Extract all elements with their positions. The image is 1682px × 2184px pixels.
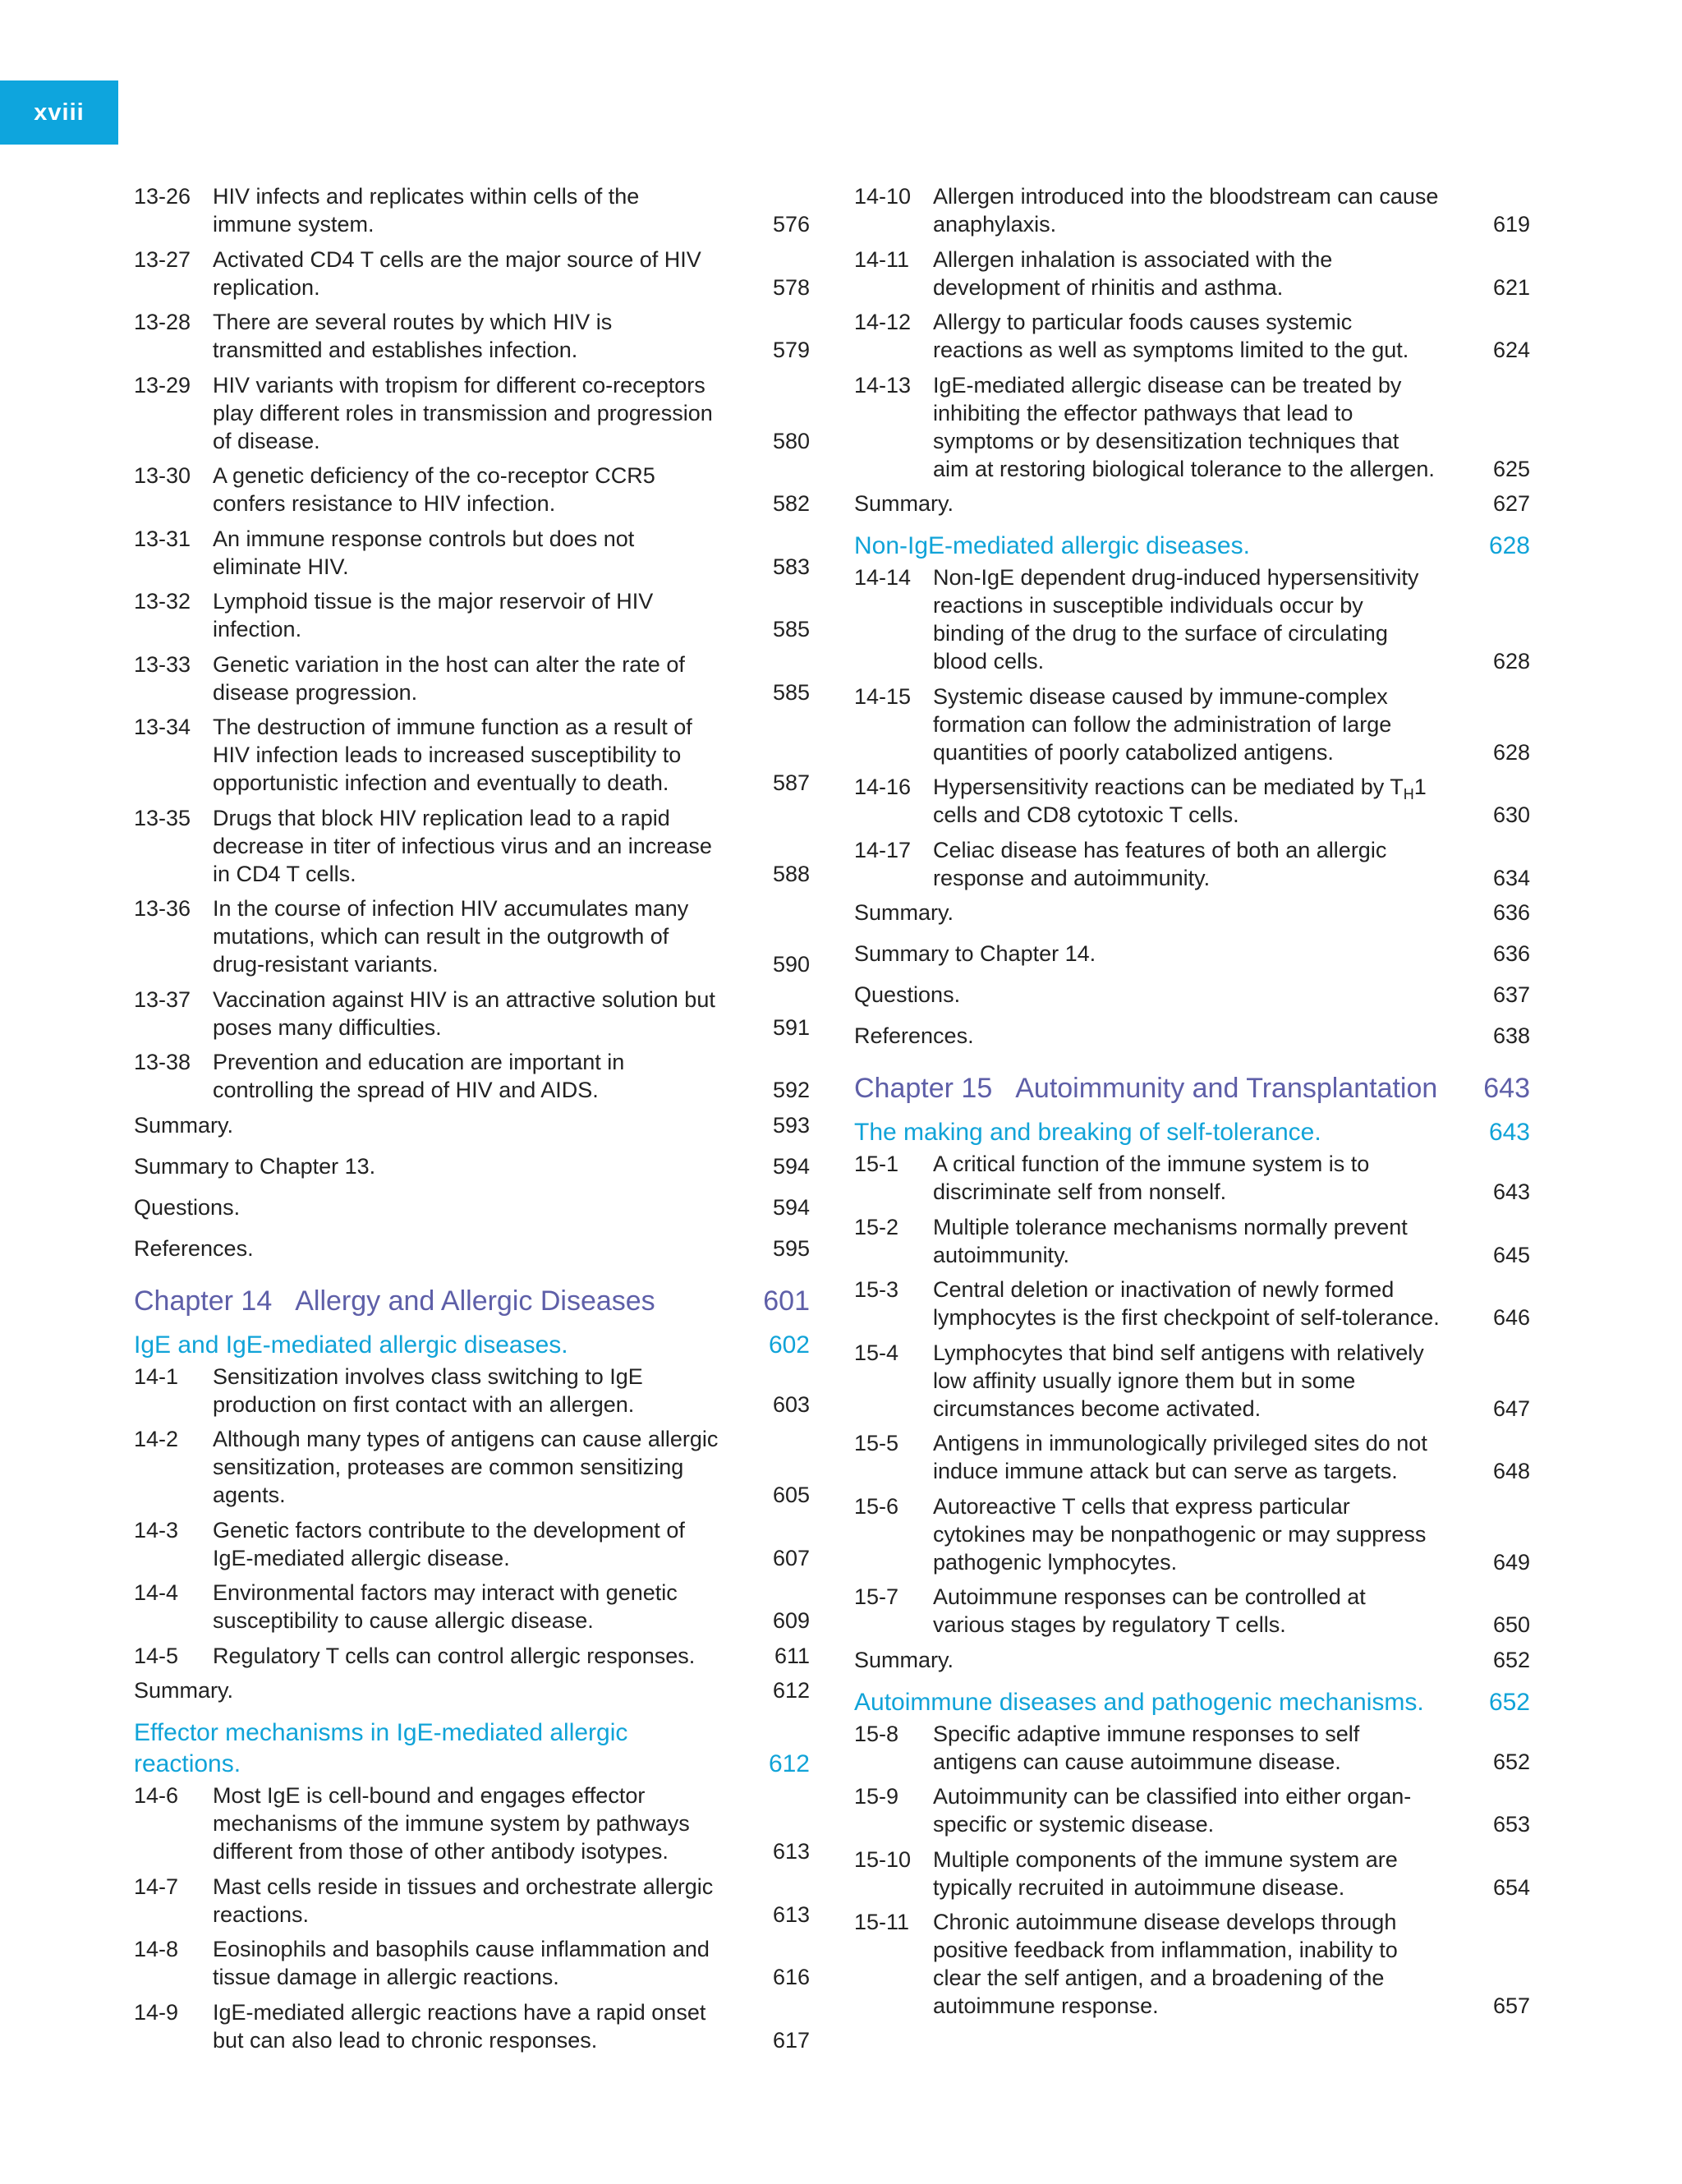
entry-number: 13-27 [134,246,191,272]
toc-entry [134,587,810,643]
entry-number: 13-28 [134,310,191,334]
entry-number: 14-4 [134,1580,179,1605]
toc-entry [134,1998,810,2054]
toc-entry [854,308,1530,364]
entry-number: 15-6 [854,1493,899,1519]
entry-title: The destruction of immune function as a result of HIV infection leads to increased susceptibility to opportunistic infection and eventually to death. [213,715,692,795]
page-ref: 637 [1492,982,1530,1007]
toc-entry [854,1908,1530,2020]
toc-entry [854,1429,1530,1485]
toc-entry [134,246,810,301]
toc-entry [134,651,810,706]
entry-number: 15-10 [854,1846,912,1872]
page-ref: 602 [768,1331,810,1359]
misc-title: Summary. [134,1112,234,1138]
section-title: Effector mechanisms in IgE-mediated allergic reactions. [134,1719,628,1777]
entry-title: Autoreactive T cells that express particular cytokines may be nonpathogenic or may suppress pathogenic lymphocytes. [933,1493,1427,1575]
page-ref: 603 [772,1391,810,1417]
toc-misc-item [134,1235,810,1262]
misc-title: Summary. [854,900,954,925]
entry-title: IgE-mediated allergic reactions have a rapid onset but can also lead to chronic responses. [213,1999,706,2053]
page-ref: 636 [1492,941,1530,966]
misc-title: Summary. [854,1647,954,1672]
toc-entry [854,246,1530,301]
entry-number: 15-9 [854,1784,899,1809]
toc-entry [134,462,810,517]
toc-misc-item [854,1646,1530,1674]
page-ref: 627 [1492,491,1530,516]
entry-title: Chronic autoimmune disease develops through positive feedback from inflammation, inability to clear the self antigen, and a broadening of the autoimmune response. [933,1910,1398,2018]
page-ref: 613 [772,1839,810,1864]
page-number-tab [0,80,118,145]
page-ref: 652 [1492,1647,1530,1672]
page-ref: 648 [1492,1459,1530,1483]
entry-number: 14-9 [134,1999,179,2025]
entry-number: 13-34 [134,715,191,739]
page-ref: 619 [1492,212,1530,237]
chapter-title: Autoimmunity and Transplantation [1015,1073,1438,1104]
page-ref: 590 [772,952,810,977]
section-title: The making and breaking of self-tolerance. [854,1119,1321,1146]
toc-entry [134,1642,810,1670]
page-ref: 657 [1492,1993,1530,2018]
misc-title: Questions. [854,982,961,1007]
entry-title: Non-IgE dependent drug-induced hypersensitivity reactions in susceptible individuals occur by binding of the drug to the surface of circulating blood cells. [933,565,1419,674]
toc-entry [134,1782,810,1865]
section-heading [134,1717,810,1780]
page-ref: 576 [772,212,810,237]
entry-number: 13-38 [134,1050,191,1074]
entry-number: 13-31 [134,526,191,551]
section-heading [854,531,1530,562]
page-ref: 585 [772,617,810,641]
entry-title: Celiac disease has features of both an allergic response and autoimmunity. [933,837,1387,890]
entry-number: 13-29 [134,372,191,398]
page-ref: 607 [772,1545,810,1570]
page-ref: 601 [763,1285,810,1317]
toc-entry [134,804,810,888]
entry-title: Autoimmunity can be classified into either organ-specific or systemic disease. [933,1784,1412,1837]
entry-title: Central deletion or inactivation of newly formed lymphocytes is the first checkpoint of self-tolerance. [933,1277,1440,1330]
entry-number: 14-3 [134,1517,179,1543]
entry-title: Allergy to particular foods causes systemic reactions as well as symptoms limited to the gut. [933,310,1409,362]
toc-entry [134,371,810,455]
page-ref: 612 [772,1678,810,1703]
toc-misc-item [854,1022,1530,1050]
toc-entry [854,1720,1530,1776]
entry-number: 14-1 [134,1363,179,1389]
page-ref: 643 [1488,1119,1530,1146]
misc-title: References. [854,1023,974,1048]
toc-entry [134,1363,810,1418]
entry-title: Genetic factors contribute to the development of IgE-mediated allergic disease. [213,1517,685,1570]
section-heading [134,1330,810,1361]
page-ref: 585 [772,679,810,705]
toc-entry [134,1579,810,1635]
toc-misc-item [854,899,1530,926]
page-ref: 617 [772,2027,810,2053]
page-number: xviii [34,99,85,126]
page-ref: 579 [772,338,810,362]
entry-title-part: Hypersensitivity reactions can be mediated by T [933,775,1404,799]
chapter-label: Chapter 14 [134,1285,273,1317]
entry-title: A genetic deficiency of the co-receptor CCR5 confers resistance to HIV infection. [213,463,655,516]
entry-number: 14-7 [134,1874,179,1899]
entry-number: 13-33 [134,651,191,677]
misc-title: Summary to Chapter 13. [134,1153,376,1179]
page-ref: 624 [1492,338,1530,362]
page-ref: 630 [1492,802,1530,827]
entry-number: 14-12 [854,310,912,334]
page-ref: 592 [772,1078,810,1102]
chapter-heading [134,1284,810,1318]
toc-entry [854,1150,1530,1206]
page-ref: 628 [1492,649,1530,674]
entry-title-subscript: H [1403,786,1414,802]
page-ref: 588 [772,861,810,886]
toc-entry [134,986,810,1041]
entry-title: Specific adaptive immune responses to self antigens can cause autoimmune disease. [933,1721,1360,1774]
chapter-title: Allergy and Allergic Diseases [295,1285,655,1317]
entry-number: 14-10 [854,184,912,209]
toc-entry [854,182,1530,238]
section-title: IgE and IgE-mediated allergic diseases. [134,1331,568,1359]
misc-title: Summary to Chapter 14. [854,941,1096,966]
toc-entry [134,1516,810,1572]
toc-entry [854,836,1530,892]
toc-entry [854,1846,1530,1901]
entry-title: Sensitization involves class switching to IgE production on first contact with an allergen. [213,1363,643,1417]
toc-entry [134,713,810,797]
entry-title: Activated CD4 T cells are the major source of HIV replication. [213,246,701,300]
page-ref: 650 [1492,1612,1530,1637]
misc-title: Summary. [134,1678,234,1703]
page-ref: 628 [1492,739,1530,765]
entry-title: Lymphocytes that bind self antigens with relatively low affinity usually ignore them but in some circumstances become activated. [933,1340,1424,1421]
page-ref: 613 [772,1901,810,1927]
page-ref: 578 [772,274,810,300]
toc-right-column [854,182,1530,2027]
toc-misc-item [134,1111,810,1139]
entry-title: Lymphoid tissue is the major reservoir of HIV infection. [213,589,654,641]
page-ref: 594 [772,1194,810,1220]
entry-number: 14-11 [854,246,910,272]
entry-title: Although many types of antigens can cause allergic sensitization, proteases are common sensitizing agents. [213,1427,719,1507]
page-ref: 647 [1492,1395,1530,1421]
misc-title: References. [134,1235,254,1261]
toc-entry [854,683,1530,766]
page-ref: 646 [1492,1305,1530,1330]
toc-misc-item [134,1152,810,1180]
page-ref: 605 [772,1483,810,1507]
page-ref: 625 [1492,456,1530,481]
entry-title: A critical function of the immune system is to discriminate self from nonself. [933,1152,1370,1204]
entry-number: 14-17 [854,837,912,862]
page-ref: 621 [1492,274,1530,300]
page-ref: 652 [1492,1749,1530,1774]
entry-number: 15-4 [854,1340,899,1365]
page-ref: 582 [772,491,810,516]
entry-title: Antigens in immunologically privileged sites do not induce immune attack but can serve as targets. [933,1431,1427,1483]
entry-number: 15-1 [854,1152,899,1176]
entry-title [933,775,1427,827]
page-ref: 628 [1488,532,1530,559]
page-ref: 653 [1492,1812,1530,1837]
entry-number: 14-8 [134,1937,179,1961]
entry-number: 13-30 [134,463,191,488]
toc-entry [134,894,810,978]
entry-number: 15-11 [854,1910,910,1934]
entry-title: Mast cells reside in tissues and orchestrate allergic reactions. [213,1874,714,1927]
page-ref: 636 [1492,900,1530,925]
page-ref: 643 [1483,1073,1530,1104]
entry-number: 15-3 [854,1277,899,1302]
toc-entry [854,1276,1530,1331]
chapter-heading [854,1071,1530,1106]
toc-misc-item [134,1193,810,1221]
toc-entry [134,1873,810,1929]
page-ref: 593 [772,1112,810,1138]
entry-number: 14-2 [134,1427,179,1451]
entry-number: 13-32 [134,589,191,614]
toc-entry [134,1048,810,1104]
entry-title: Allergen introduced into the bloodstream can cause anaphylaxis. [933,184,1439,237]
section-heading [854,1117,1530,1148]
entry-number: 13-26 [134,184,191,209]
entry-title: Systemic disease caused by immune-complex formation can follow the administration of large quantities of poorly catabolized antigens. [933,683,1392,765]
toc-entry [134,1425,810,1509]
toc-entry [854,773,1530,829]
toc-entry [854,1339,1530,1423]
page-ref: 609 [772,1608,810,1633]
toc-misc-item [854,940,1530,968]
page-ref: 634 [1492,865,1530,890]
entry-number: 15-5 [854,1431,899,1455]
misc-title: Summary. [854,491,954,516]
entry-title: Autoimmune responses can be controlled at various stages by regulatory T cells. [933,1584,1366,1637]
entry-title: An immune response controls but does not eliminate HIV. [213,526,635,579]
entry-title: Environmental factors may interact with genetic susceptibility to cause allergic disease. [213,1580,678,1633]
entry-number: 14-6 [134,1783,179,1808]
entry-title: HIV infects and replicates within cells of the immune system. [213,184,640,237]
entry-number: 15-2 [854,1214,899,1239]
page-ref: 652 [1488,1688,1530,1716]
toc-entry [854,371,1530,483]
page-ref: 583 [772,554,810,579]
entry-title: Drugs that block HIV replication lead to a rapid decrease in titer of infectious virus and an increase in CD4 T cells. [213,805,712,886]
entry-number: 13-37 [134,986,191,1012]
entry-title: Prevention and education are important in controlling the spread of HIV and AIDS. [213,1050,625,1102]
page-ref: 643 [1492,1179,1530,1204]
entry-title: In the course of infection HIV accumulates many mutations, which can result in the outgrowth of drug-resistant variants. [213,896,689,977]
page-ref: 645 [1492,1242,1530,1267]
toc-entry [854,1782,1530,1838]
entry-title: HIV variants with tropism for different co-receptors play different roles in transmission and progression of disease. [213,372,713,453]
entry-number: 14-16 [854,775,912,799]
entry-number: 14-15 [854,683,912,709]
misc-title: Questions. [134,1194,241,1220]
toc-entry [854,1213,1530,1269]
entry-title: Multiple tolerance mechanisms normally prevent autoimmunity. [933,1214,1408,1267]
toc-entry [854,1492,1530,1576]
toc-misc-item [854,490,1530,517]
section-title: Autoimmune diseases and pathogenic mechanisms. [854,1688,1424,1716]
entry-number: 15-7 [854,1584,899,1609]
toc-entry [134,1935,810,1991]
page-ref: 580 [772,428,810,453]
page-ref: 649 [1492,1549,1530,1575]
entry-number: 14-14 [854,565,912,590]
page-ref: 591 [772,1014,810,1040]
entry-number: 13-35 [134,805,191,830]
toc-entry [854,1583,1530,1639]
entry-title: IgE-mediated allergic disease can be treated by inhibiting the effector pathways that lead to symptoms or by desensitization techniques that aim at restoring biological tolerance to the allergen. [933,372,1435,481]
page-ref: 611 [774,1643,810,1668]
page-ref: 595 [772,1235,810,1261]
entry-number: 15-8 [854,1721,899,1746]
page-ref: 587 [772,770,810,795]
entry-title: Eosinophils and basophils cause inflammation and tissue damage in allergic reactions. [213,1937,710,1989]
entry-number: 14-13 [854,372,912,398]
entry-title: There are several routes by which HIV is transmitted and establishes infection. [213,310,613,362]
toc-entry [854,563,1530,675]
entry-title: Genetic variation in the host can alter the rate of disease progression. [213,651,685,705]
entry-number: 14-5 [134,1643,179,1668]
entry-title: Regulatory T cells can control allergic responses. [213,1643,696,1668]
toc-misc-item [134,1676,810,1704]
page-ref: 594 [772,1153,810,1179]
toc-entry [134,525,810,581]
page-ref: 654 [1492,1874,1530,1900]
section-heading [854,1687,1530,1718]
section-title: Non-IgE-mediated allergic diseases. [854,532,1250,559]
toc-misc-item [854,981,1530,1009]
toc-entry [134,182,810,238]
toc-left-column [134,182,810,2061]
page-ref: 616 [772,1965,810,1989]
chapter-label: Chapter 15 [854,1073,993,1104]
page-ref: 638 [1492,1023,1530,1048]
page-ref: 612 [768,1750,810,1777]
entry-number: 13-36 [134,896,191,921]
entry-title: Most IgE is cell-bound and engages effector mechanisms of the immune system by pathways different from those of other antibody isotypes. [213,1783,690,1864]
entry-title: Allergen inhalation is associated with the development of rhinitis and asthma. [933,246,1333,300]
entry-title: Multiple components of the immune system are typically recruited in autoimmune disease. [933,1846,1398,1900]
entry-title-part: 1 cells and CD8 cytotoxic T cells. [933,775,1427,827]
toc-entry [134,308,810,364]
entry-title: Vaccination against HIV is an attractive solution but poses many difficulties. [213,986,715,1040]
